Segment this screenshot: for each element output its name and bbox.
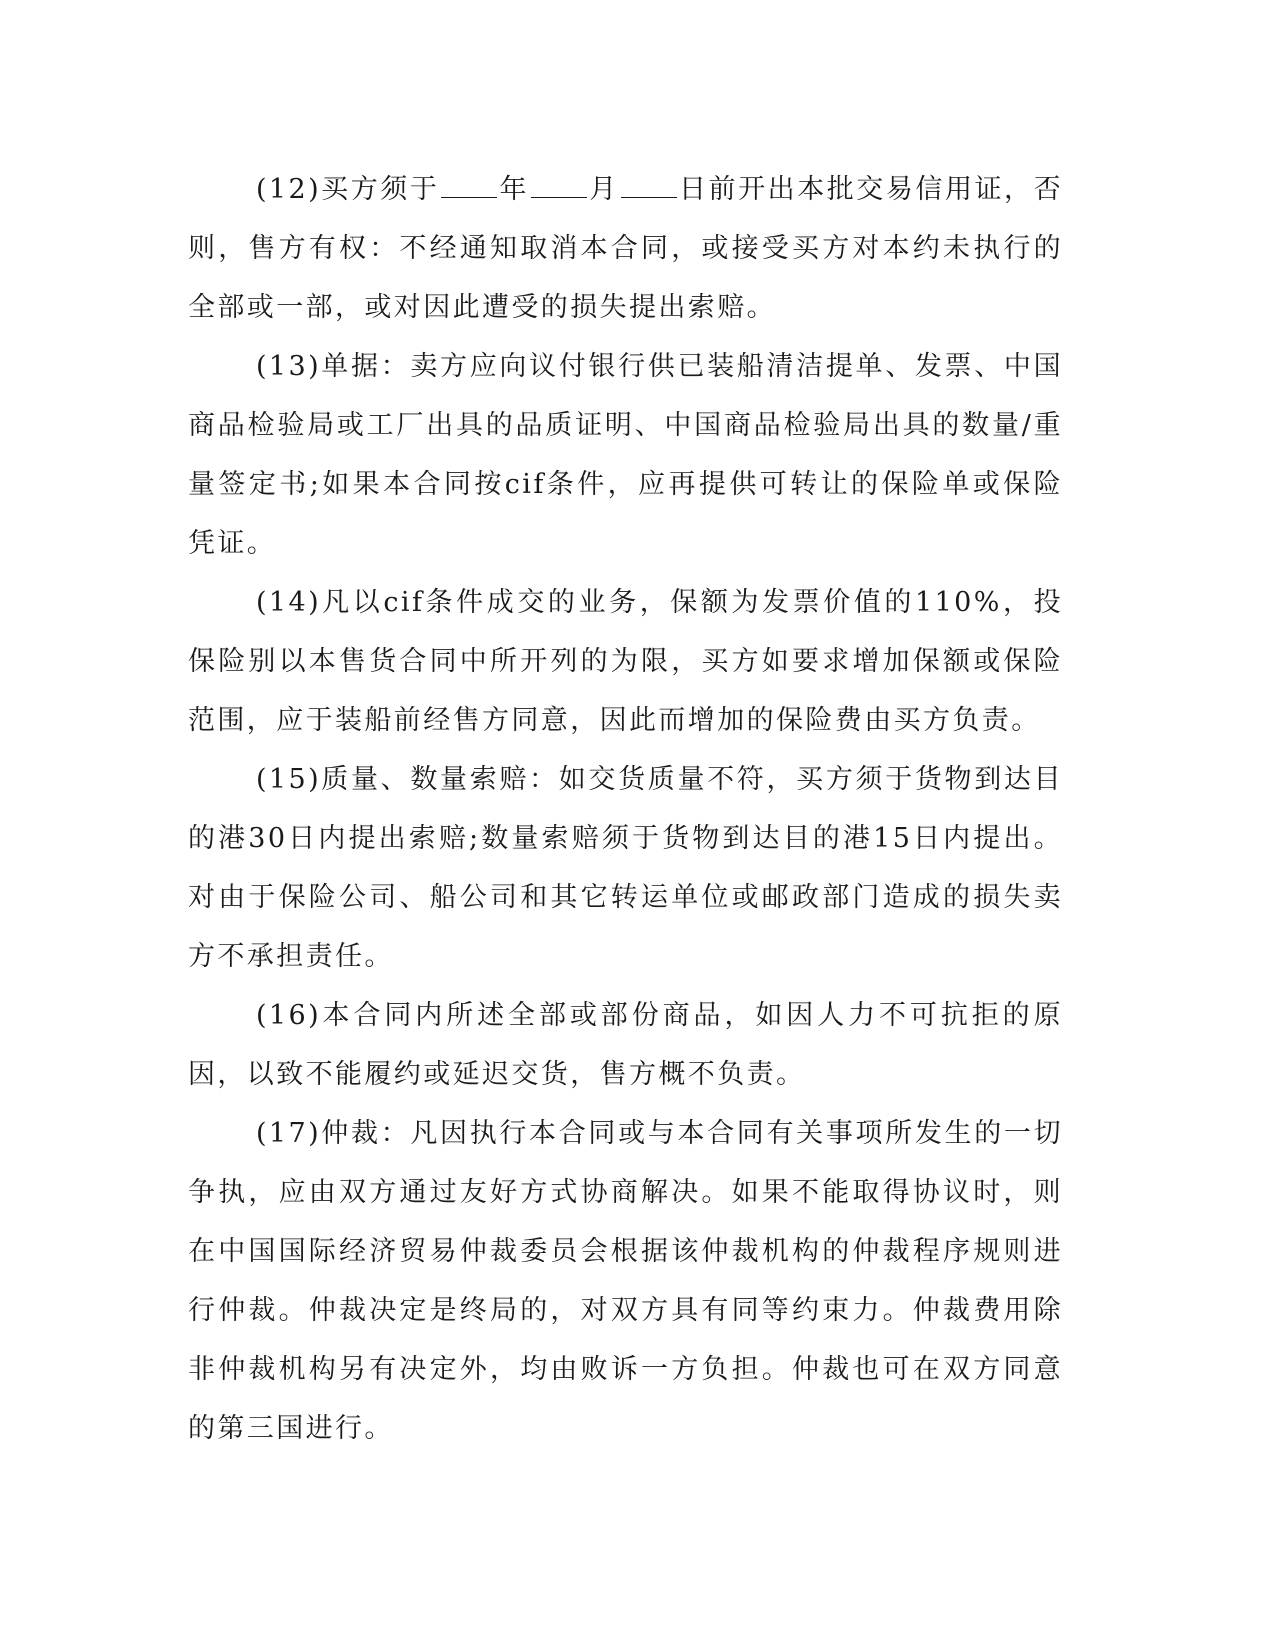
clause-12-rest: 日前开出本批交易信用证，否则，售方有权：不经通知取消本合同，或接受买方对本约未执行的全部或一部，或对因此遭受的损失提出索赔。 xyxy=(188,174,1064,323)
clause-14: (14)凡以cif条件成交的业务，保额为发票价值的110%，投保险别以本售货合同中所开列的为限，买方如要求增加保额或保险范围，应于装船前经售方同意，因此而增加的保险费由买方负责。 xyxy=(188,587,1063,736)
day-blank xyxy=(621,175,677,198)
year-label: 年 xyxy=(499,174,530,205)
clause-15: (15)质量、数量索赔：如交货质量不符，买方须于货物到达目的港30日内提出索赔;数量索赔须于货物到达目的港15日内提出。对由于保险公司、船公司和其它转运单位或邮政部门造成的损失卖方不承担责任。 xyxy=(188,764,1063,972)
document-body xyxy=(188,160,1063,1458)
clause-13: (13)单据：卖方应向议付银行供已装船清洁提单、发票、中国商品检验局或工厂出具的品质证明、中国商品检验局出具的数量/重量签定书;如果本合同按cif条件，应再提供可转让的保险单或保险凭证。 xyxy=(188,351,1063,559)
year-blank xyxy=(441,175,497,198)
clause-16: (16)本合同内所述全部或部份商品，如因人力不可抗拒的原因，以致不能履约或延迟交货，售方概不负责。 xyxy=(188,1000,1063,1090)
month-label: 月 xyxy=(589,174,619,205)
month-blank xyxy=(531,175,587,198)
clause-12 xyxy=(188,160,1063,337)
clause-12-lead: (12)买方须于 xyxy=(256,174,440,205)
clause-17: (17)仲裁：凡因执行本合同或与本合同有关事项所发生的一切争执，应由双方通过友好方式协商解决。如果不能取得协议时，则在中国国际经济贸易仲裁委员会根据该仲裁机构的仲裁程序规则进行仲裁。仲裁决定是终局的，对双方具有同等约束力。仲裁费用除非仲裁机构另有决定外，均由败诉一方负担。仲裁也可在双方同意的第三国进行。 xyxy=(188,1118,1063,1444)
